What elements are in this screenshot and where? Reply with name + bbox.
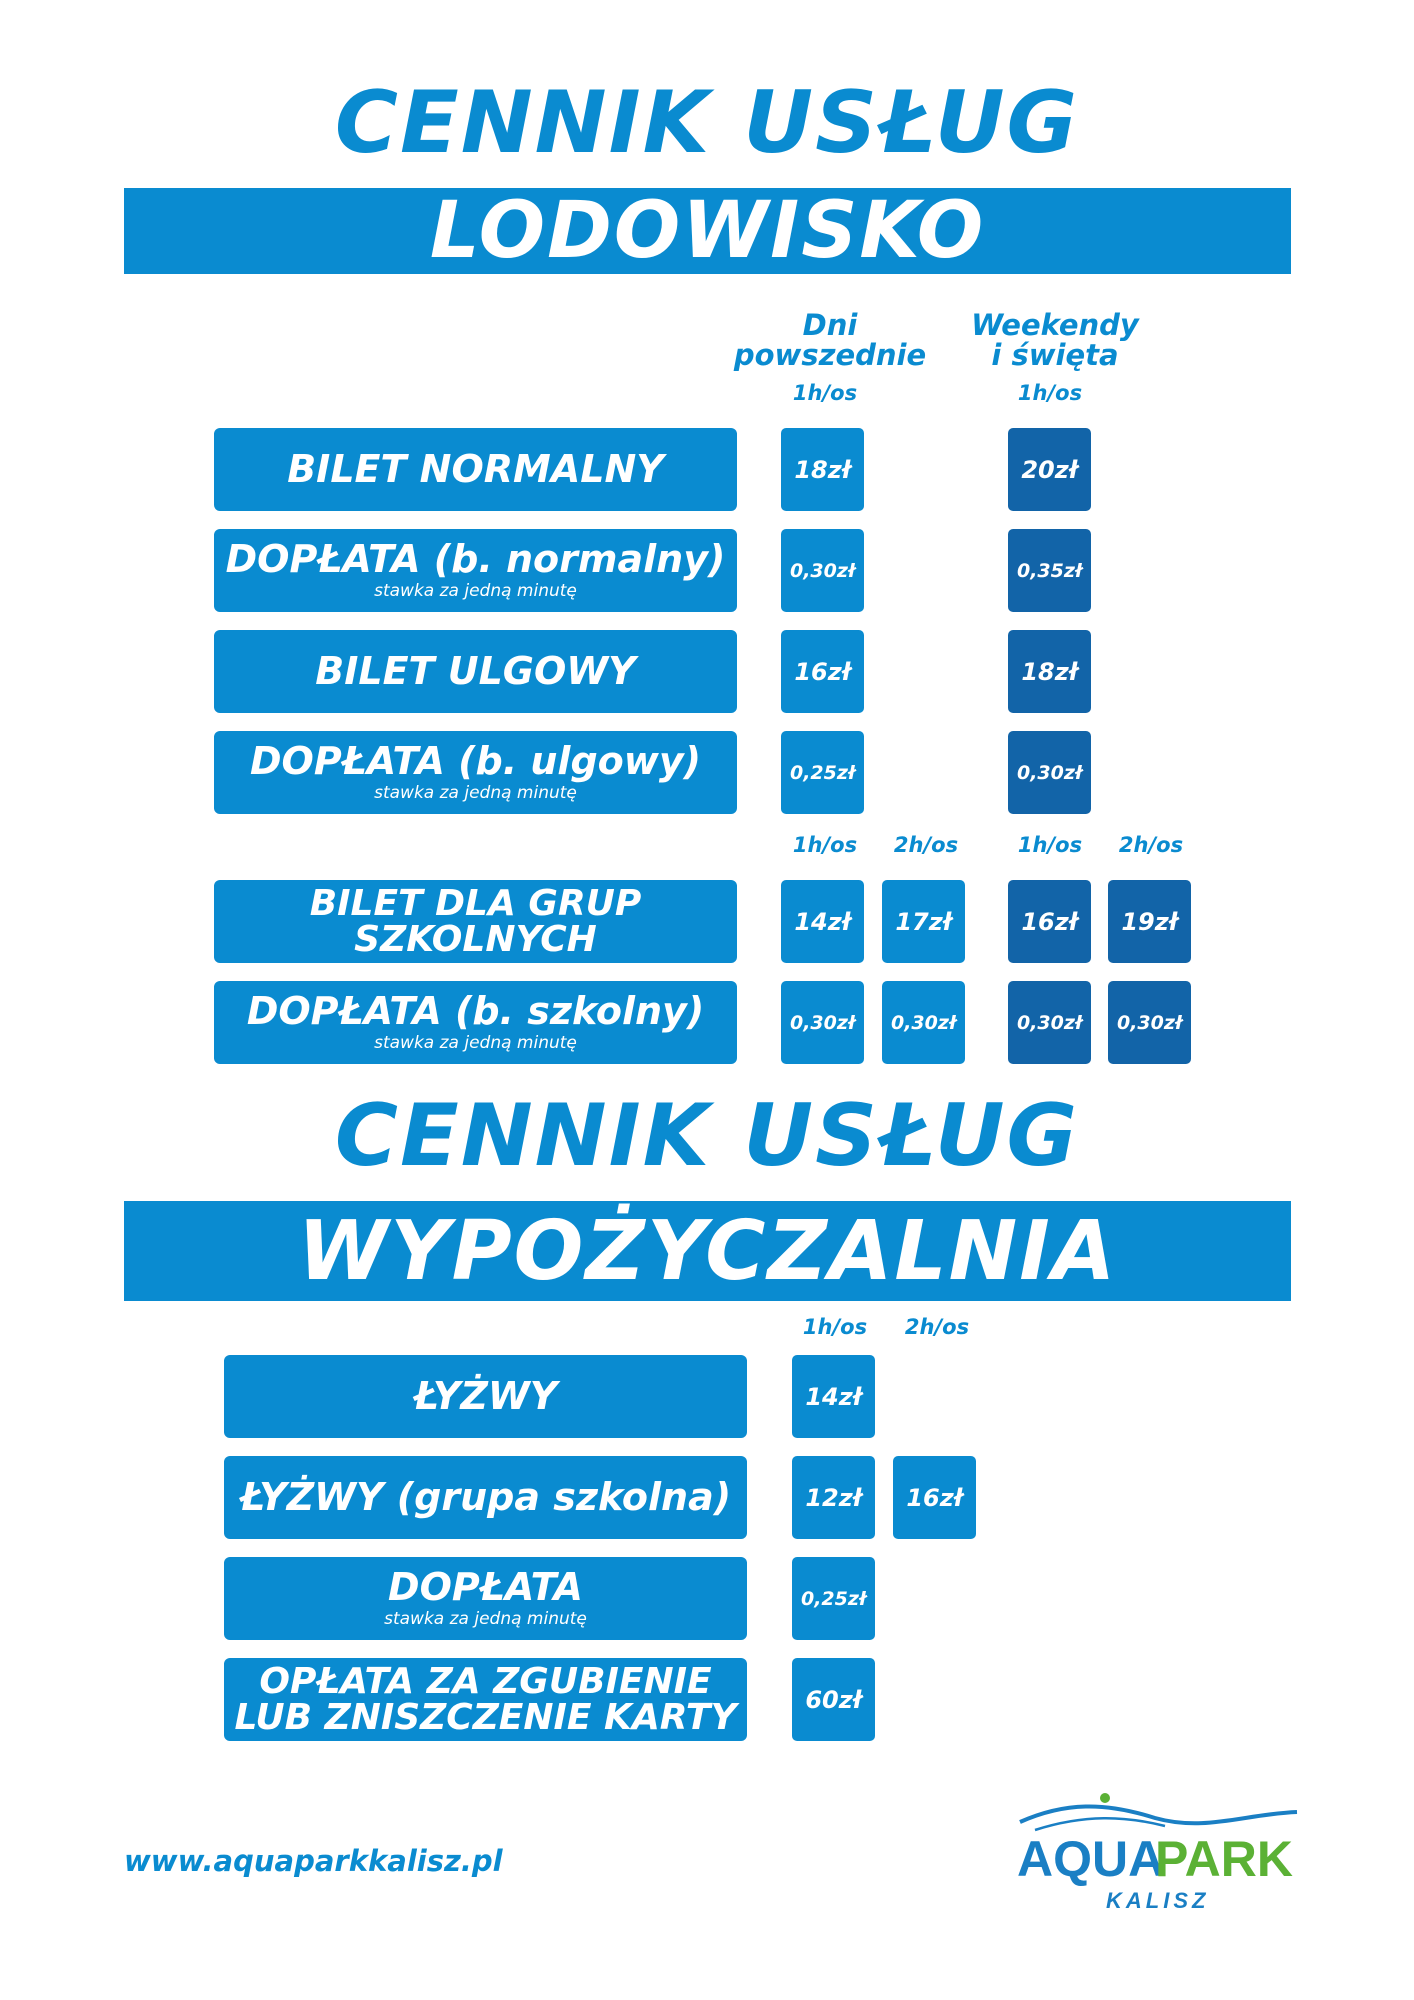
price-row-label (214, 529, 737, 612)
price-cell: 60zł (792, 1658, 875, 1741)
column-unit-weekday-2h: 2h/os (893, 833, 959, 857)
price-cell: 17zł (882, 880, 965, 963)
row-title: BILET DLA GRUP SZKOLNYCH (309, 882, 642, 960)
price-cell: 0,30zł (1008, 981, 1091, 1064)
price-row-label (214, 731, 737, 814)
price-list-title-2: CENNIK USŁUG (334, 1086, 1080, 1186)
section-banner-rental: WYPOŻYCZALNIA (124, 1201, 1291, 1301)
logo-city-text: KALISZ (1106, 1888, 1210, 1913)
row-subtitle: stawka za jedną minutę (374, 581, 577, 602)
row-title: DOPŁATA (b. szkolny) (246, 989, 705, 1034)
aquapark-logo (1015, 1784, 1300, 1914)
price-row-label (224, 1658, 747, 1741)
column-header-weekends: Weekendy i święta (971, 308, 1139, 373)
logo-wave-icon (1020, 1806, 1297, 1823)
column-header-weekdays: Dni powszednie (733, 308, 927, 373)
row-title: OPŁATA ZA ZGUBIENIE LUB ZNISZCZENIE KARTY (234, 1660, 737, 1738)
row-title: BILET NORMALNY (287, 446, 664, 491)
price-row-label (224, 1557, 747, 1640)
price-cell: 0,30zł (1008, 731, 1091, 814)
column-unit-weekend-1h: 1h/os (1017, 833, 1083, 857)
price-cell: 14zł (792, 1355, 875, 1438)
price-cell: 0,25zł (792, 1557, 875, 1640)
price-cell: 18zł (781, 428, 864, 511)
price-cell: 16zł (893, 1456, 976, 1539)
price-cell: 16zł (781, 630, 864, 713)
row-title: DOPŁATA (388, 1565, 583, 1610)
column-unit-rental-1h: 1h/os (802, 1315, 868, 1339)
price-row-label (214, 880, 737, 963)
logo-wave-icon (1035, 1818, 1165, 1830)
logo-aqua-text: AQUA (1017, 1831, 1165, 1887)
website-link[interactable]: www.aquaparkkalisz.pl (124, 1844, 503, 1878)
column-unit-weekday-1h: 1h/os (792, 381, 858, 405)
row-subtitle: stawka za jedną minutę (374, 783, 577, 804)
price-cell: 14zł (781, 880, 864, 963)
price-row-label (224, 1456, 747, 1539)
row-title: DOPŁATA (b. normalny) (225, 537, 726, 582)
logo-park-text: PARK (1155, 1831, 1293, 1887)
price-cell: 19zł (1108, 880, 1191, 963)
price-row-label (224, 1355, 747, 1438)
price-cell: 0,30zł (1108, 981, 1191, 1064)
price-cell: 0,25zł (781, 731, 864, 814)
row-subtitle: stawka za jedną minutę (384, 1609, 587, 1630)
logo-dot-icon (1100, 1793, 1110, 1803)
price-row-label (214, 630, 737, 713)
price-cell: 16zł (1008, 880, 1091, 963)
price-row-label (214, 981, 737, 1064)
section-banner-ice-rink: LODOWISKO (124, 188, 1291, 274)
column-unit-weekend-2h: 2h/os (1118, 833, 1184, 857)
price-cell: 0,30zł (882, 981, 965, 1064)
column-unit-weekday-1h: 1h/os (792, 833, 858, 857)
row-title: ŁYŻWY (grupa szkolna) (239, 1474, 732, 1519)
price-row-label (214, 428, 737, 511)
price-cell: 0,35zł (1008, 529, 1091, 612)
column-unit-rental-2h: 2h/os (904, 1315, 970, 1339)
row-title: ŁYŻWY (413, 1373, 558, 1418)
price-cell: 12zł (792, 1456, 875, 1539)
price-cell: 0,30zł (781, 529, 864, 612)
row-title: BILET ULGOWY (315, 648, 636, 693)
price-cell: 0,30zł (781, 981, 864, 1064)
row-title: DOPŁATA (b. ulgowy) (249, 739, 702, 784)
price-cell: 18zł (1008, 630, 1091, 713)
price-list-title-1: CENNIK USŁUG (334, 73, 1080, 173)
column-unit-weekend-1h: 1h/os (1017, 381, 1083, 405)
row-subtitle: stawka za jedną minutę (374, 1033, 577, 1054)
price-cell: 20zł (1008, 428, 1091, 511)
